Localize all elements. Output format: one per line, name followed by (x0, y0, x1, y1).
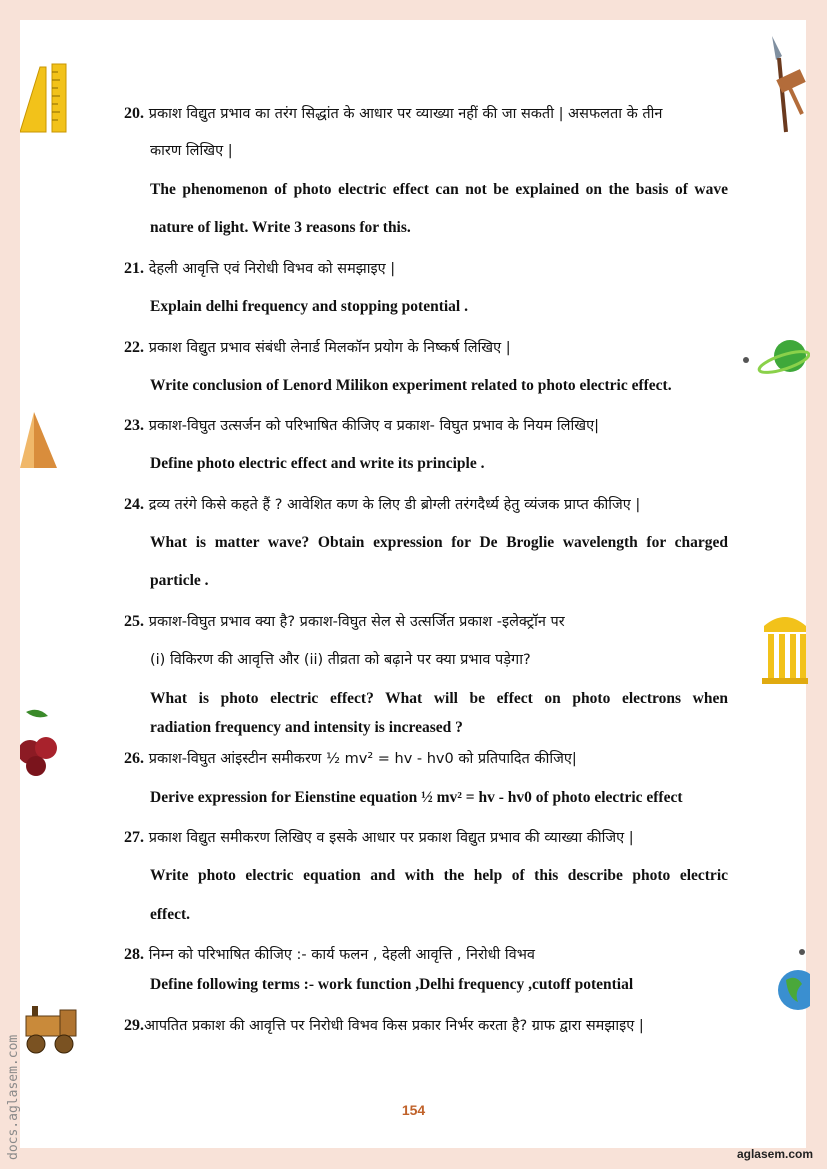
question-number: 28. (124, 946, 144, 963)
question-20-english: The phenomenon of photo electric effect can not be explained on the basis of wave (150, 181, 728, 198)
locomotive-clipart-icon (20, 1002, 84, 1056)
question-number: 26. (124, 750, 144, 767)
question-number: 24. (124, 496, 144, 513)
question-text-hindi: प्रकाश विद्युत प्रभाव संबंधी लेनार्ड मिलकॉन प्रयोग के निष्कर्ष लिखिए | (148, 340, 511, 356)
question-number: 27. (124, 829, 144, 846)
fruit-clipart-icon (20, 706, 58, 778)
question-text-hindi: प्रकाश-विघुत उत्सर्जन को परिभाषित कीजिए व प्रकाश- विघुत प्रभाव के नियम लिखिए| (148, 418, 599, 434)
question-number: 25. (124, 613, 144, 630)
pen-clipart-icon (766, 34, 810, 134)
question-number: 22. (124, 339, 144, 356)
question-text-hindi: प्रकाश विद्युत प्रभाव का तरंग सिद्धांत के आधार पर व्याख्या नहीं की जा सकती | असफलता के तीन (148, 106, 663, 122)
question-26-english: Derive expression for Eienstine equation ½ mv² = hv - hv0 of photo electric effect (150, 789, 683, 806)
question-25-hindi (124, 611, 734, 632)
question-text-hindi: निम्न को परिभाषित कीजिए :- कार्य फलन , देहली आवृत्ति , निरोधी विभव (148, 947, 535, 963)
question-number: 29. (124, 1017, 144, 1034)
question-text-hindi: प्रकाश-विघुत प्रभाव क्या है? प्रकाश-विघुत सेल से उत्सर्जित प्रकाश -इलेक्ट्रॉन पर (148, 614, 565, 630)
question-25-english: What is photo electric effect? What will be effect on photo electrons when (150, 690, 728, 707)
site-footer-link[interactable]: aglasem.com (736, 1147, 813, 1161)
question-28-english: Define following terms :- work function ,Delhi frequency ,cutoff potential (150, 976, 634, 993)
question-23-hindi (124, 415, 734, 436)
ruler-clipart-icon (20, 62, 68, 134)
question-21-hindi (124, 258, 734, 279)
question-22-hindi (124, 337, 734, 358)
question-24-hindi (124, 494, 734, 515)
question-25-hindi-cont: (i) विकिरण की आवृत्ति और (ii) तीव्रता को बढ़ाने पर क्या प्रभाव पड़ेगा? (150, 652, 531, 668)
question-20-english-cont: nature of light. Write 3 reasons for this. (150, 219, 411, 236)
question-24-english-cont: particle . (150, 572, 209, 589)
question-number: 20. (124, 105, 144, 122)
question-27-english-cont: effect. (150, 906, 190, 923)
temple-clipart-icon (762, 608, 808, 686)
question-text-hindi: देहली आवृत्ति एवं निरोधी विभव को समझाइए | (148, 261, 396, 277)
question-text-hindi: प्रकाश-विघुत आंइस्टीन समीकरण ½ mv² = hv - hv0 को प्रतिपादित कीजिए| (148, 751, 577, 767)
question-23-english: Define photo electric effect and write its principle . (150, 455, 485, 472)
question-20-hindi (124, 103, 734, 124)
question-26-hindi (124, 748, 734, 769)
planet-clipart-icon (742, 336, 810, 382)
question-29-hindi (124, 1015, 734, 1036)
page-number: 154 (401, 1102, 426, 1118)
question-27-hindi (124, 827, 734, 848)
pyramid-clipart-icon (20, 410, 58, 470)
watermark: docs.aglasem.com (6, 1034, 21, 1160)
question-text-hindi: आपतित प्रकाश की आवृत्ति पर निरोधी विभव किस प्रकार निर्भर करता है? ग्राफ द्वारा समझाइए | (144, 1018, 644, 1034)
question-27-english: Write photo electric equation and with the help of this describe photo electric (150, 867, 728, 884)
question-28-hindi (124, 944, 734, 965)
question-number: 23. (124, 417, 144, 434)
question-25-english-cont: radiation frequency and intensity is increased ? (150, 719, 463, 736)
question-text-hindi: द्रव्य तरंगे किसे कहते हैं ? आवेशित कण के लिए डी ब्रोग्ली तरंगदैर्ध्य हेतु व्यंजक प्राप्त कीजिए | (148, 497, 641, 513)
question-21-english: Explain delhi frequency and stopping potential . (150, 298, 468, 315)
earth-clipart-icon (776, 946, 810, 1018)
question-20-hindi-cont: कारण लिखिए | (150, 143, 233, 159)
question-text-hindi: प्रकाश विद्युत समीकरण लिखिए व इसके आधार पर प्रकाश विद्युत प्रभाव की व्याख्या कीजिए | (148, 830, 634, 846)
question-22-english: Write conclusion of Lenord Milikon experiment related to photo electric effect. (150, 377, 672, 394)
question-24-english: What is matter wave? Obtain expression for De Broglie wavelength for charged (150, 534, 728, 551)
question-number: 21. (124, 260, 144, 277)
